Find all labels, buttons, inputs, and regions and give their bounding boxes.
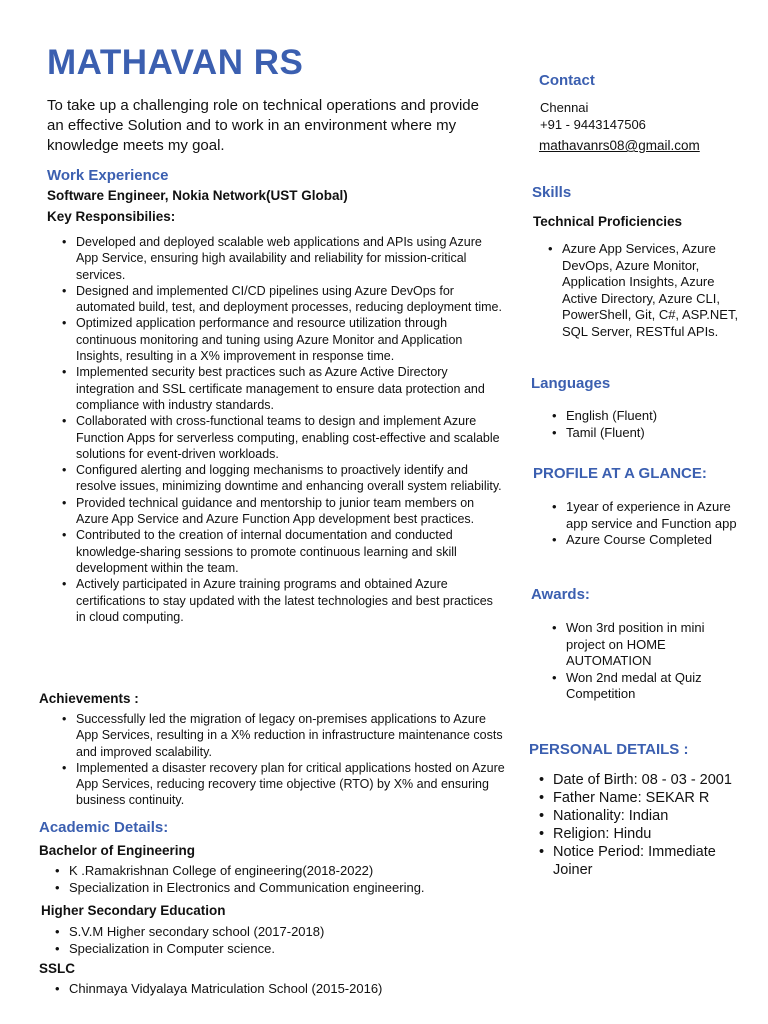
list-item: • English (Fluent) <box>566 408 756 425</box>
list-item: • Developed and deployed scalable web applications and APIs using Azure App Service, ensuring high availability and reliability for mission-critical services. <box>76 234 504 283</box>
sslc-list <box>69 981 499 998</box>
be-list <box>69 863 499 896</box>
list-item: • Notice Period: Immediate Joiner <box>553 843 753 879</box>
list-item: • Father Name: SEKAR R <box>553 789 753 807</box>
list-item: • S.V.M Higher secondary school (2017-2018) <box>69 924 499 941</box>
skills-subheading: Technical Proficiencies <box>533 214 683 229</box>
work-experience-heading: Work Experience <box>47 167 169 184</box>
responsibilities-heading: Key Responsibilies: <box>47 209 176 224</box>
career-objective: To take up a challenging role on technical operations and provide an effective Solution and to work in an environment where my knowledge meets my goal. <box>47 97 479 154</box>
list-item: • K .Ramakrishnan College of engineering(2018-2022) <box>69 863 499 880</box>
list-item: • Specialization in Electronics and Communication engineering. <box>69 880 499 897</box>
achievements-list <box>76 711 508 809</box>
awards-list <box>566 620 736 703</box>
list-item: • Date of Birth: 08 - 03 - 2001 <box>553 771 753 789</box>
list-item: • Nationality: Indian <box>553 807 753 825</box>
list-item: • Provided technical guidance and mentorship to junior team members on Azure App Service and Azure Function App development best practices. <box>76 495 504 528</box>
be-title: Bachelor of Engineering <box>39 843 196 858</box>
list-item: • Tamil (Fluent) <box>566 425 756 442</box>
profile-heading: PROFILE AT A GLANCE: <box>533 465 707 482</box>
list-item: • Azure Course Completed <box>566 532 756 549</box>
personal-details-list <box>553 771 753 879</box>
responsibilities-list <box>76 234 504 625</box>
awards-heading: Awards: <box>531 586 590 603</box>
job-title: Software Engineer, Nokia Network(UST Global) <box>47 188 348 203</box>
contact-city: Chennai <box>540 100 589 115</box>
hse-title: Higher Secondary Education <box>41 903 226 918</box>
hse-list <box>69 924 499 957</box>
list-item: • Designed and implemented CI/CD pipelines using Azure DevOps for automated build, test, and deployment processes, reducing deployment time. <box>76 283 504 316</box>
list-item: • Chinmaya Vidyalaya Matriculation School (2015-2016) <box>69 981 499 998</box>
list-item: • Optimized application performance and resource utilization through continuous monitoring and tuning using Azure Monitor and Application Insights, resulting in a X% improvement in response time. <box>76 315 504 364</box>
list-item: • Specialization in Computer science. <box>69 941 499 958</box>
personal-details-heading: PERSONAL DETAILS : <box>529 741 689 758</box>
email-link[interactable]: mathavanrs08@gmail.com <box>539 138 700 153</box>
list-item: • Azure App Services, Azure DevOps, Azure Monitor, Application Insights, Azure Active Directory, Azure CLI, PowerShell, Git, C#, ASP.NET, SQL Server, RESTful APIs. <box>562 241 752 340</box>
list-item: • Won 2nd medal at Quiz Competition <box>566 670 736 703</box>
academic-details-heading: Academic Details: <box>39 819 169 836</box>
sslc-title: SSLC <box>39 961 76 976</box>
skills-heading: Skills <box>532 184 572 201</box>
list-item: • Collaborated with cross-functional teams to design and implement Azure Function Apps for serverless computing, enabling cost-effective and scalable solutions for event-driven workloads. <box>76 413 504 462</box>
list-item: • Implemented security best practices such as Azure Active Directory integration and SSL certificate management to ensure data protection and compliance with industry standards. <box>76 364 504 413</box>
skills-list <box>562 241 752 340</box>
achievements-heading: Achievements : <box>39 691 139 706</box>
list-item: • 1year of experience in Azure app service and Function app <box>566 499 756 532</box>
list-item: • Successfully led the migration of legacy on-premises applications to Azure App Services, resulting in a X% reduction in infrastructure maintenance costs and improved scalability. <box>76 711 508 760</box>
list-item: • Implemented a disaster recovery plan for critical applications hosted on Azure App Services, reducing recovery time objective (RTO) by X% and ensuring business continuity. <box>76 760 508 809</box>
list-item: • Religion: Hindu <box>553 825 753 843</box>
contact-heading: Contact <box>539 72 595 89</box>
contact-phone: +91 - 9443147506 <box>540 117 646 132</box>
list-item: • Actively participated in Azure training programs and obtained Azure certifications to stay updated with the latest technologies and best practices in cloud computing. <box>76 576 504 625</box>
list-item: • Won 3rd position in mini project on HOME AUTOMATION <box>566 620 736 670</box>
candidate-name: MATHAVAN RS <box>47 43 304 82</box>
list-item: • Contributed to the creation of internal documentation and conducted knowledge-sharing sessions to promote continuous learning and skill development within the team. <box>76 527 504 576</box>
languages-list <box>566 408 756 441</box>
profile-list <box>566 499 756 549</box>
languages-heading: Languages <box>531 375 611 392</box>
list-item: • Configured alerting and logging mechanisms to proactively identify and resolve issues, minimizing downtime and enhancing overall system reliability. <box>76 462 504 495</box>
